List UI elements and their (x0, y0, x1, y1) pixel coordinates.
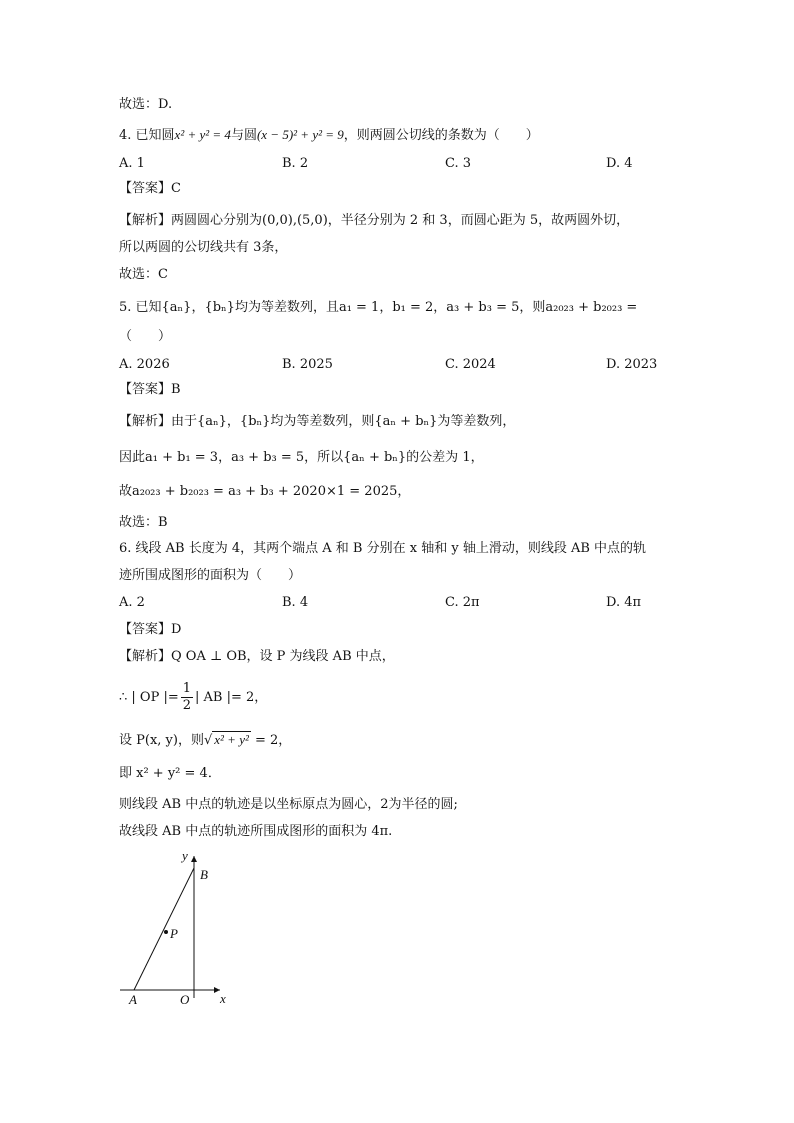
q4-option-b: B. 2 (282, 156, 309, 171)
q4-answer: 【答案】C (119, 181, 181, 196)
q6-exp2-post: | AB |= 2， (195, 690, 268, 705)
label-b: B (200, 867, 208, 882)
q6-exp2-pre: ∴ | OP |= (119, 690, 179, 705)
sqrt-sign: √ (203, 733, 213, 748)
q5-option-b: B. 2025 (282, 357, 333, 372)
q4-mid: 与圆 (230, 128, 257, 143)
q5-explanation-3: 故a₂₀₂₃ + b₂₀₂₃ = a₃ + b₃ + 2020×1 = 2025， (119, 484, 411, 499)
label-o: O (180, 992, 190, 1007)
q4-option-d: D. 4 (606, 156, 633, 171)
q6-explanation-1: 【解析】Q OA ⊥ OB，设 P 为线段 AB 中点， (119, 649, 395, 664)
q6-exp3-post: = 2， (250, 733, 292, 748)
label-x: x (220, 991, 226, 1006)
question-6-stem-line1: 6. 线段 AB 长度为 4，其两个端点 A 和 B 分别在 x 轴和 y 轴上滑动，则线段 AB 中点的轨 (119, 541, 647, 556)
label-y: y (182, 848, 188, 863)
segment-ab (134, 868, 194, 990)
q4-post: ，则两圆公切线的条数为（ ） (343, 128, 539, 143)
fraction-denominator: 2 (182, 698, 192, 713)
one-half-fraction (181, 681, 193, 714)
q5-option-c: C. 2024 (445, 357, 496, 372)
q4-option-a: A. 1 (119, 156, 145, 171)
q6-option-a: A. 2 (119, 595, 145, 610)
q6-option-c: C. 2π (445, 595, 480, 610)
question-6-stem-line2: 迹所围成图形的面积为（ ） (119, 568, 302, 583)
q4-explanation-3: 故选：C (119, 267, 168, 282)
q4-circle-1: x² + y² = 4 (174, 127, 231, 142)
q6-option-b: B. 4 (282, 595, 309, 610)
q6-exp3-pre: 设 P(x, y)，则 (119, 733, 204, 748)
q5-explanation-2: 因此a₁ + b₁ = 3，a₃ + b₃ = 5，所以{aₙ + bₙ}的公差为 1， (119, 450, 484, 465)
coordinate-figure (112, 848, 252, 1008)
q6-option-d: D. 4π (606, 595, 642, 610)
q6-explanation-4: 即 x² + y² = 4． (119, 766, 221, 781)
q4-explanation-1: 【解析】两圆圆心分别为(0,0),(5,0)，半径分别为 2 和 3，而圆心距为 5，故两圆外切， (119, 213, 630, 228)
q5-explanation-1: 【解析】由于{aₙ}，{bₙ}均为等差数列，则{aₙ + bₙ}为等差数列， (119, 414, 516, 429)
q5-option-a: A. 2026 (119, 357, 170, 372)
q4-pre: 4. 已知圆 (119, 128, 175, 143)
label-p: P (170, 926, 178, 941)
q6-answer: 【答案】D (119, 622, 182, 637)
q4-explanation-2: 所以两圆的公切线共有 3条， (119, 240, 288, 255)
midpoint-p (164, 930, 168, 934)
question-5-stem-line2: （ ） (119, 329, 172, 344)
q6-explanation-6: 故线段 AB 中点的轨迹所围成图形的面积为 4π. (119, 824, 393, 839)
q6-explanation-2 (119, 680, 267, 716)
q6-explanation-3 (119, 730, 291, 751)
q4-circle-2: (x − 5)² + y² = 9 (256, 127, 344, 142)
prev-answer-choice: 故选：D. (119, 97, 173, 112)
q5-explanation-4: 故选：B (119, 515, 168, 530)
question-4-stem (119, 125, 539, 146)
q5-option-d: D. 2023 (606, 357, 658, 372)
q5-answer: 【答案】B (119, 382, 181, 397)
sqrt-radicand: x² + y² (214, 732, 249, 747)
label-a: A (129, 992, 137, 1007)
q4-option-c: C. 3 (445, 156, 472, 171)
fraction-numerator: 1 (182, 681, 192, 696)
q6-explanation-5: 则线段 AB 中点的轨迹是以坐标原点为圆心，2为半径的圆; (119, 797, 458, 812)
question-5-stem-line1: 5. 已知{aₙ}，{bₙ}均为等差数列，且a₁ = 1，b₁ = 2，a₃ + b₃ = 5，则a₂₀₂₃ + b₂₀₂₃ = (119, 300, 638, 315)
